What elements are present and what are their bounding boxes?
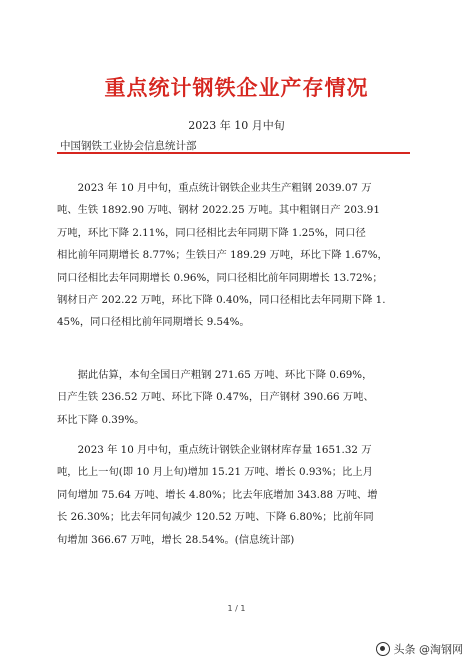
paragraph-production: [57, 177, 413, 334]
page-number: 1 / 1: [227, 604, 246, 613]
text-line: 同旬增加 75.64 万吨、增长 4.80%；比去年底增加 343.88 万吨、增: [57, 488, 378, 501]
watermark-text: 头条 @淘钢网: [393, 643, 463, 656]
text-line: 吨、生铁 1892.90 万吨、钢材 2022.25 万吨。其中粗钢日产 203.91: [57, 204, 380, 217]
brand-logo-icon: [376, 642, 390, 656]
text-line: 钢材日产 202.22 万吨，环比下降 0.40%，同口径相比去年同期下降 1.: [57, 293, 386, 306]
paragraph-inventory: [57, 439, 413, 551]
document-title: 重点统计钢铁企业产存情况: [104, 76, 369, 100]
text-line: 据此估算，本旬全国日产粗钢 271.65 万吨、环比下降 0.69%，: [57, 369, 373, 381]
text-line: 同口径相比去年同期增长 0.96%，同口径相比前年同期增长 13.72%；: [57, 271, 383, 284]
text-line: 吨，比上一旬(即 10 月上旬)增加 15.21 万吨、增长 0.93%；比上月: [57, 466, 373, 479]
text-line: 环比下降 0.39%。: [57, 413, 145, 426]
text-line: 2023 年 10 月中旬，重点统计钢铁企业钢材库存量 1651.32 万: [57, 444, 372, 456]
text-line: 日产生铁 236.52 万吨、环比下降 0.47%，日产钢材 390.66 万吨、: [57, 391, 374, 404]
text-line: 长 26.30%；比去年同旬减少 120.52 万吨、下降 6.80%；比前年同: [57, 511, 374, 524]
text-line: 万吨，环比下降 2.11%，同口径相比去年同期下降 1.25%，同口径: [57, 226, 366, 239]
text-line: 45%，同口径相比前年同期增长 9.54%。: [57, 316, 250, 329]
text-line: 旬增加 366.67 万吨，增长 28.54%。(信息统计部): [57, 533, 295, 546]
text-line: 相比前年同期增长 8.77%；生铁日产 189.29 万吨，环比下降 1.67%，: [57, 249, 388, 262]
source-watermark: [376, 638, 464, 660]
header-divider: [57, 152, 410, 154]
text-line: 2023 年 10 月中旬，重点统计钢铁企业共生产粗钢 2039.07 万: [57, 182, 372, 194]
report-date: 2023 年 10 月中旬: [188, 119, 285, 132]
paragraph-national-estimate: [57, 364, 413, 431]
issuing-organization: 中国钢铁工业协会信息统计部: [60, 140, 197, 152]
